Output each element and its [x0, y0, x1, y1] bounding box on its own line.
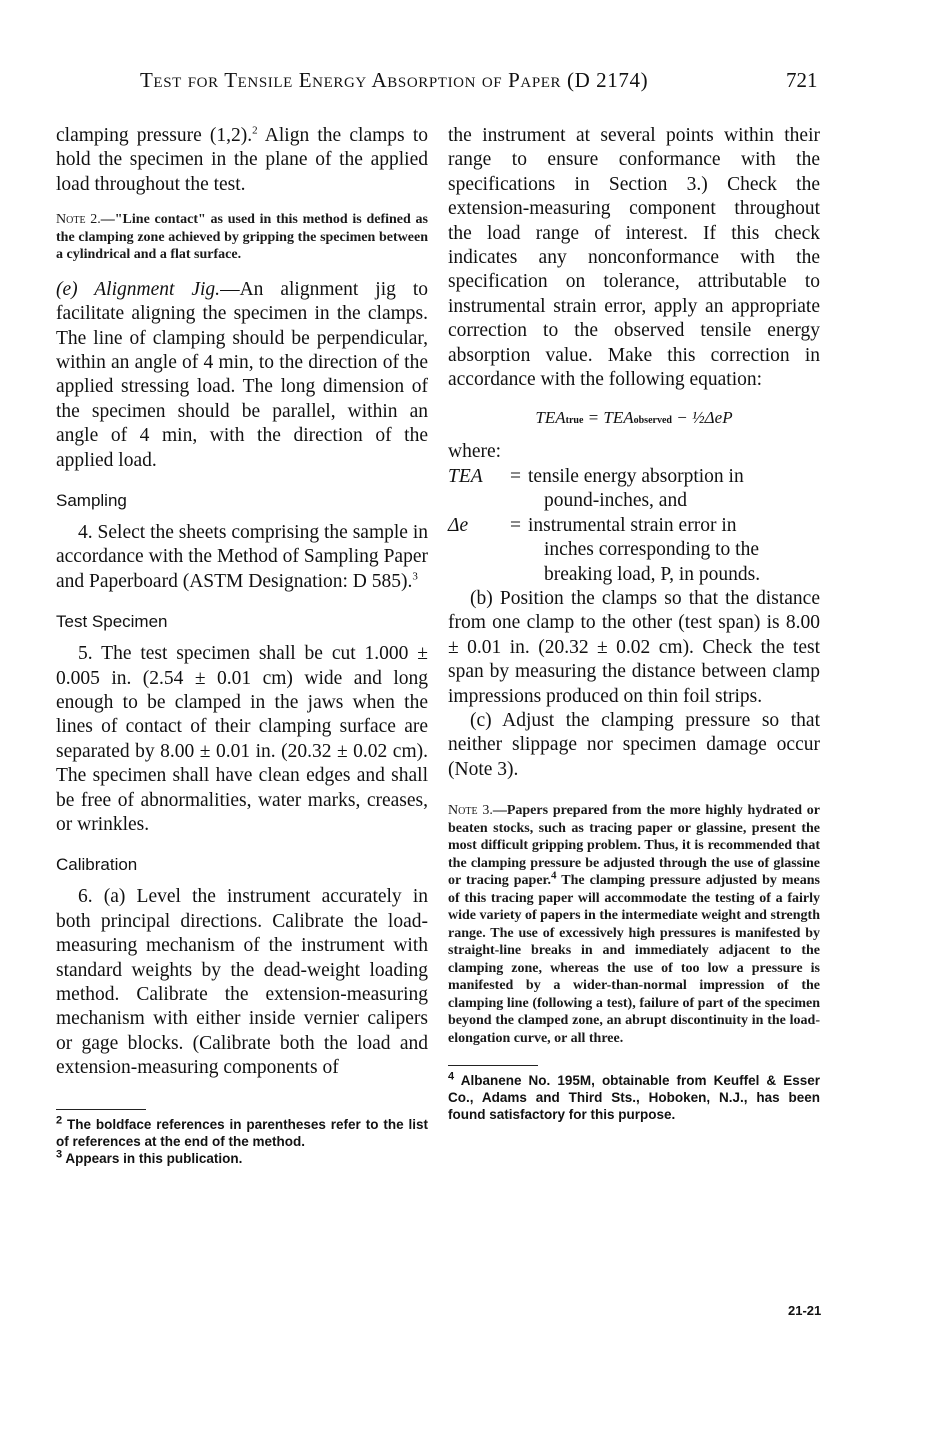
definition-list [448, 440, 820, 586]
equation: TEAtrue = TEAobserved − ½ΔeP [535, 408, 733, 428]
page-header [0, 68, 950, 100]
right-column [448, 124, 820, 1123]
page-reference: 21-21 [788, 1303, 822, 1318]
where-label: where: [448, 441, 502, 463]
footnote-divider [56, 1109, 146, 1110]
paragraph-clamping: clamping pressure (1,2).$^2$ Align the clamps to hold the specimen in the plane of the applied load throughout the test. [56, 124, 428, 195]
section-heading-sampling: Sampling [56, 490, 127, 510]
note-2: Note 2.—"Line contact" as used in this method is defined as the clamping zone achieved by gripping the specimen between a cylindrical and a flat surface. [56, 212, 428, 263]
section-heading-calibration: Calibration [56, 855, 138, 875]
paragraph-alignment-jig: (e) Alignment Jig.—An alignment jig to facilitate aligning the specimen in the clamps. The line of clamping should be perpendicular, within an angle of 4 min, to the direction of the applied stressing load. The long dimension of the specimen should be parallel, within an angle of 4 min, with the direction of the applied load. [56, 278, 428, 471]
paragraph-5: 5. The test specimen shall be cut 1.000 ± 0.005 in. (2.54 ± 0.01 cm) wide and long enough to be clamped in the jaws when the lines of contact of their clamping surface are separated by 8.00 ± 0.01 in. (20.32 ± 0.02 cm). The specimen shall have clean edges and shall be free of abnormalities, water marks, creases, or wrinkles. [56, 643, 428, 836]
section-heading-test-specimen: Test Specimen [56, 612, 168, 632]
paragraph-calibration-continued: the instrument at several points within their range to ensure conformance with the specifications in Section 3.) Check the extension-measuring component throughout the load range of interest. If this check indicates any nonconformance with the specification on tolerance, attributable to instrumental strain error, apply an appropriate correction to the observed tensile energy absorption value. Make this correction in accordance with the following equation: [448, 125, 820, 391]
paragraph-6c: (c) Adjust the clamping pressure so that neither slippage nor specimen damage occur (Note 3). [448, 709, 820, 780]
footnote-4: $^4$ Albanene No. 195M, obtainable from Keuffel & Esser Co., Adams and Third Sts., Hoboken, N.J., has been found satisfactory for this purpose. [448, 1070, 821, 1123]
paragraph-6b: (b) Position the clamps so that the distance from one clamp to the other (test span) is 8.00 ± 0.01 in. (20.32 ± 0.02 cm). Check the test span by measuring the distance between clamp impressions produced on thin foil strips. [448, 587, 820, 707]
paragraph-4: 4. Select the sheets comprising the sample in accordance with the Method of Sampling Paper and Paperboard (ASTM Designation: D 585).$^3$ [56, 521, 428, 592]
footnote-divider-right [448, 1065, 538, 1066]
footnote-3: $^3$ Appears in this publication. [56, 1148, 243, 1166]
footnote-2: $^2$ The boldface references in parentheses refer to the list of references at the end of the method. [56, 1114, 428, 1149]
running-title: Test for Tensile Energy Absorption of Paper (D 2174) [140, 68, 649, 92]
paragraph-6a: 6. (a) Level the instrument accurately in both principal directions. Calibrate the load-measuring mechanism of the instrument with standard weights by the dead-weight loading method. Calibrate the extension-measuring mechanism with either inside vernier calipers or gage blocks. (Calibrate both the load and extension-measuring components of [56, 886, 428, 1079]
definition-delta-e: Δe = instrumental strain error in inches corresponding to the breaking load, P, in pounds. [448, 514, 761, 585]
note-3: Note 3.—Papers prepared from the more highly hydrated or beaten stocks, such as tracing paper or glassine, present the most difficult gripping problem. Thus, it is recommended that the clamping pressure be adjusted through the use of glassine or tracing paper.$^4$ The clamping pressure adjusted by means of this tracing paper will accommodate the testing of a fairly wide variety of papers in the intermediate weight and strength range. The use of excessively high pressures is manifested by straight-line breaks in and immediately adjacent to the clamping zone, whereas the use of too low a pressure is manifested by a wider-than-normal impression of the clamping line (following a test), failure of part of the specimen beyond the clamped zone, an abrupt discontinuity in the load-elongation curve, or all three. [448, 803, 820, 1046]
definition-tea: TEA = tensile energy absorption in pound-inches, and [448, 465, 744, 512]
page-number: 721 [786, 68, 818, 92]
left-column [56, 124, 428, 1167]
